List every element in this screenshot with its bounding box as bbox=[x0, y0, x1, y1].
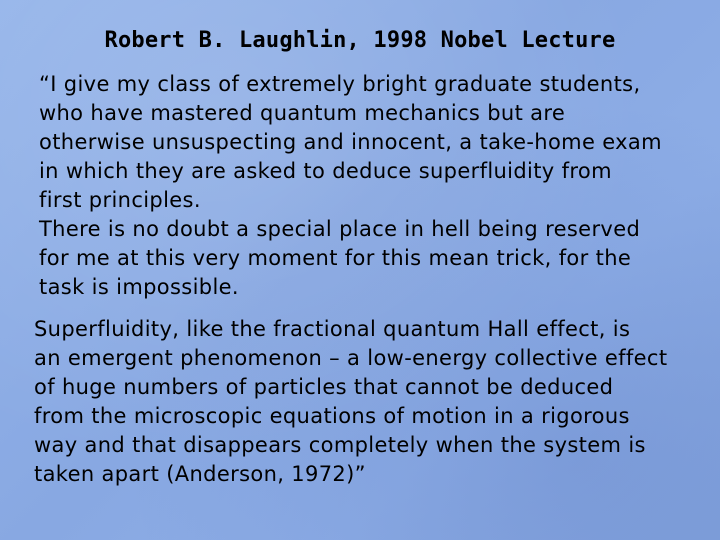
quote-line: in which they are asked to deduce superfluidity from bbox=[39, 159, 612, 183]
quote-line: who have mastered quantum mechanics but are bbox=[39, 101, 566, 125]
quote-line: task is impossible. bbox=[39, 275, 239, 299]
quote-line: There is no doubt a special place in hell being reserved bbox=[39, 217, 641, 241]
quote-line: taken apart (Anderson, 1972)” bbox=[34, 462, 366, 486]
quote-line: for me at this very moment for this mean trick, for the bbox=[39, 246, 632, 270]
quote-line: way and that disappears completely when the system is bbox=[34, 433, 646, 457]
quote-line: of huge numbers of particles that cannot be deduced bbox=[34, 375, 614, 399]
slide-title: Robert B. Laughlin, 1998 Nobel Lecture bbox=[104, 28, 616, 53]
quote-line: otherwise unsuspecting and innocent, a take-home exam bbox=[39, 130, 662, 154]
quote-line: Superfluidity, like the fractional quantum Hall effect, is bbox=[34, 317, 631, 341]
quote-paragraph-2 bbox=[34, 315, 667, 489]
quote-line: from the microscopic equations of motion in a rigorous bbox=[34, 404, 630, 428]
quote-line: first principles. bbox=[39, 188, 201, 212]
quote-line: “I give my class of extremely bright graduate students, bbox=[39, 72, 641, 96]
quote-line: an emergent phenomenon – a low-energy collective effect bbox=[34, 346, 668, 370]
quote-paragraph-1 bbox=[39, 70, 662, 302]
